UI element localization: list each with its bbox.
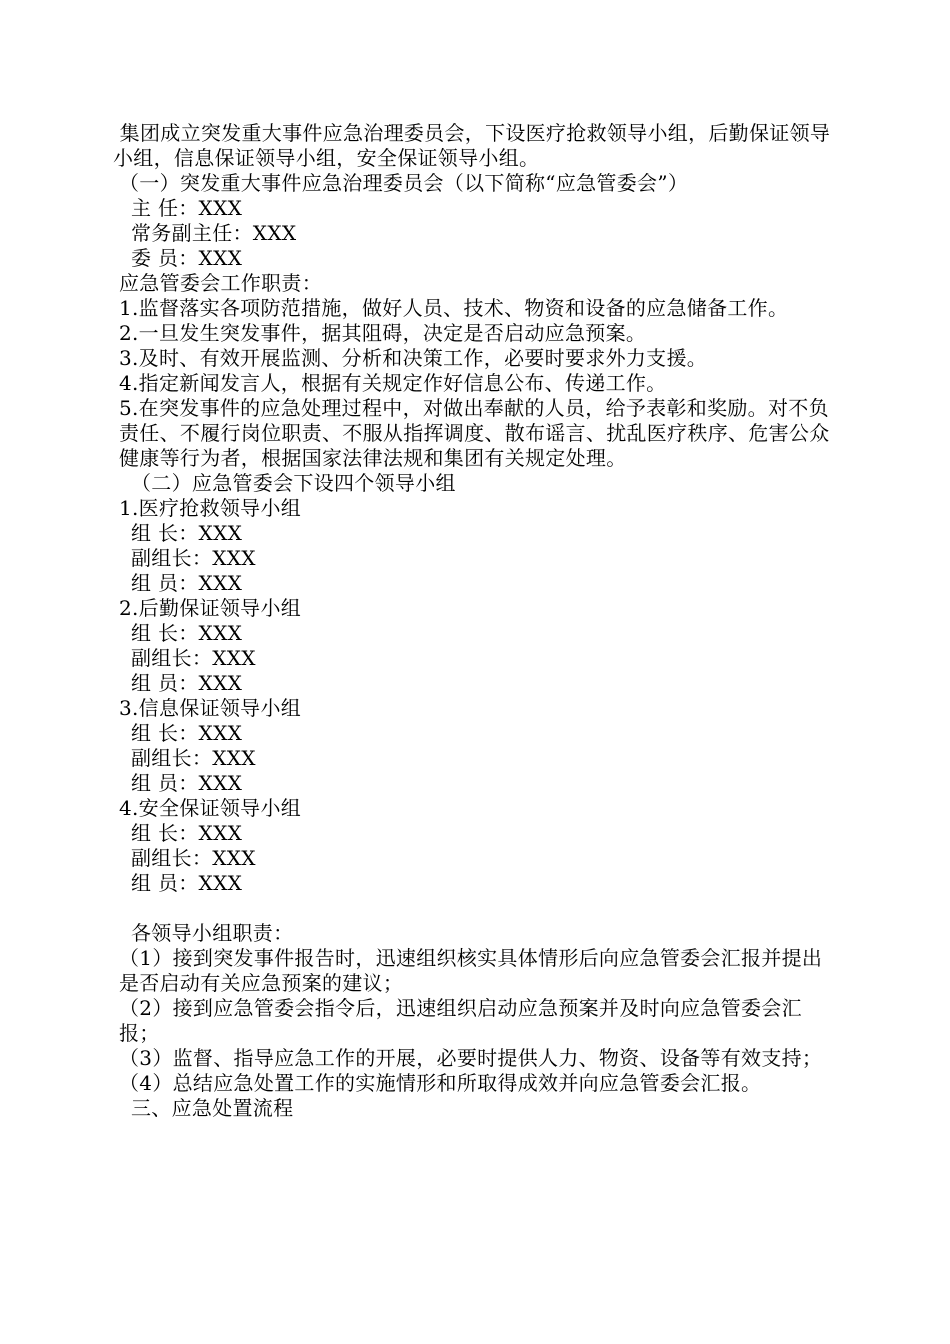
- committee-exec-deputy: 常务副主任：XXX: [131, 221, 297, 245]
- section3-title: 三、应急处置流程: [131, 1096, 294, 1120]
- group-leader: 组 长：XXX: [131, 621, 243, 645]
- group-duty-item: （4）总结应急处置工作的实施情形和所取得成效并向应急管委会汇报。: [119, 1071, 762, 1095]
- duty-item: 2.一旦发生突发事件，据其阻碍，决定是否启动应急预案。: [119, 321, 647, 345]
- section2-title: （二）应急管委会下设四个领导小组: [131, 471, 456, 495]
- duty-item: 1.监督落实各项防范措施，做好人员、技术、物资和设备的应急储备工作。: [119, 296, 789, 320]
- committee-members: 委 员：XXX: [131, 246, 243, 270]
- group-members: 组 员：XXX: [131, 771, 243, 795]
- group-deputy: 副组长：XXX: [131, 546, 256, 570]
- group-deputy: 副组长：XXX: [131, 646, 256, 670]
- group-duty-item: （1）接到突发事件报告时，迅速组织核实具体情形后向应急管委会汇报并提出是否启动有关应急预案的建议；: [119, 946, 823, 995]
- group-leader: 组 长：XXX: [131, 821, 243, 845]
- duty-item: 4.指定新闻发言人，根据有关规定作好信息公布、传递工作。: [119, 371, 667, 395]
- document-body: [113, 121, 838, 1121]
- duty-item: 3.及时、有效开展监测、分析和决策工作，必要时要求外力支援。: [119, 346, 708, 370]
- group-deputy: 副组长：XXX: [131, 746, 256, 770]
- group-title: 1.医疗抢救领导小组: [119, 496, 302, 520]
- group-title: 3.信息保证领导小组: [119, 696, 302, 720]
- blank-line: [113, 896, 838, 921]
- group-members: 组 员：XXX: [131, 871, 243, 895]
- group-duty-item: （3）监督、指导应急工作的开展，必要时提供人力、物资、设备等有效支持；: [119, 1046, 823, 1070]
- group-members: 组 员：XXX: [131, 571, 243, 595]
- duties-title: 应急管委会工作职责：: [119, 271, 322, 295]
- duty-item: 5.在突发事件的应急处理过程中，对做出奉献的人员，给予表彰和奖励。对不负责任、不履行岗位职责、不服从指挥调度、散布谣言、扰乱医疗秩序、危害公众健康等行为者，根据国家法律法规和集团有关规定处理。: [119, 396, 830, 470]
- group-title: 2.后勤保证领导小组: [119, 596, 302, 620]
- group-leader: 组 长：XXX: [131, 721, 243, 745]
- group-duties-title: 各领导小组职责：: [131, 921, 294, 945]
- group-title: 4.安全保证领导小组: [119, 796, 302, 820]
- group-leader: 组 长：XXX: [131, 521, 243, 545]
- group-duty-item: （2）接到应急管委会指令后，迅速组织启动应急预案并及时向应急管委会汇报；: [119, 996, 802, 1045]
- group-members: 组 员：XXX: [131, 671, 243, 695]
- section1-title: （一）突发重大事件应急治理委员会（以下简称“应急管委会”）: [119, 171, 689, 195]
- intro-paragraph: 集团成立突发重大事件应急治理委员会，下设医疗抢救领导小组，后勤保证领导小组，信息保证领导小组，安全保证领导小组。: [113, 121, 831, 170]
- committee-director: 主 任：XXX: [131, 196, 243, 220]
- group-deputy: 副组长：XXX: [131, 846, 256, 870]
